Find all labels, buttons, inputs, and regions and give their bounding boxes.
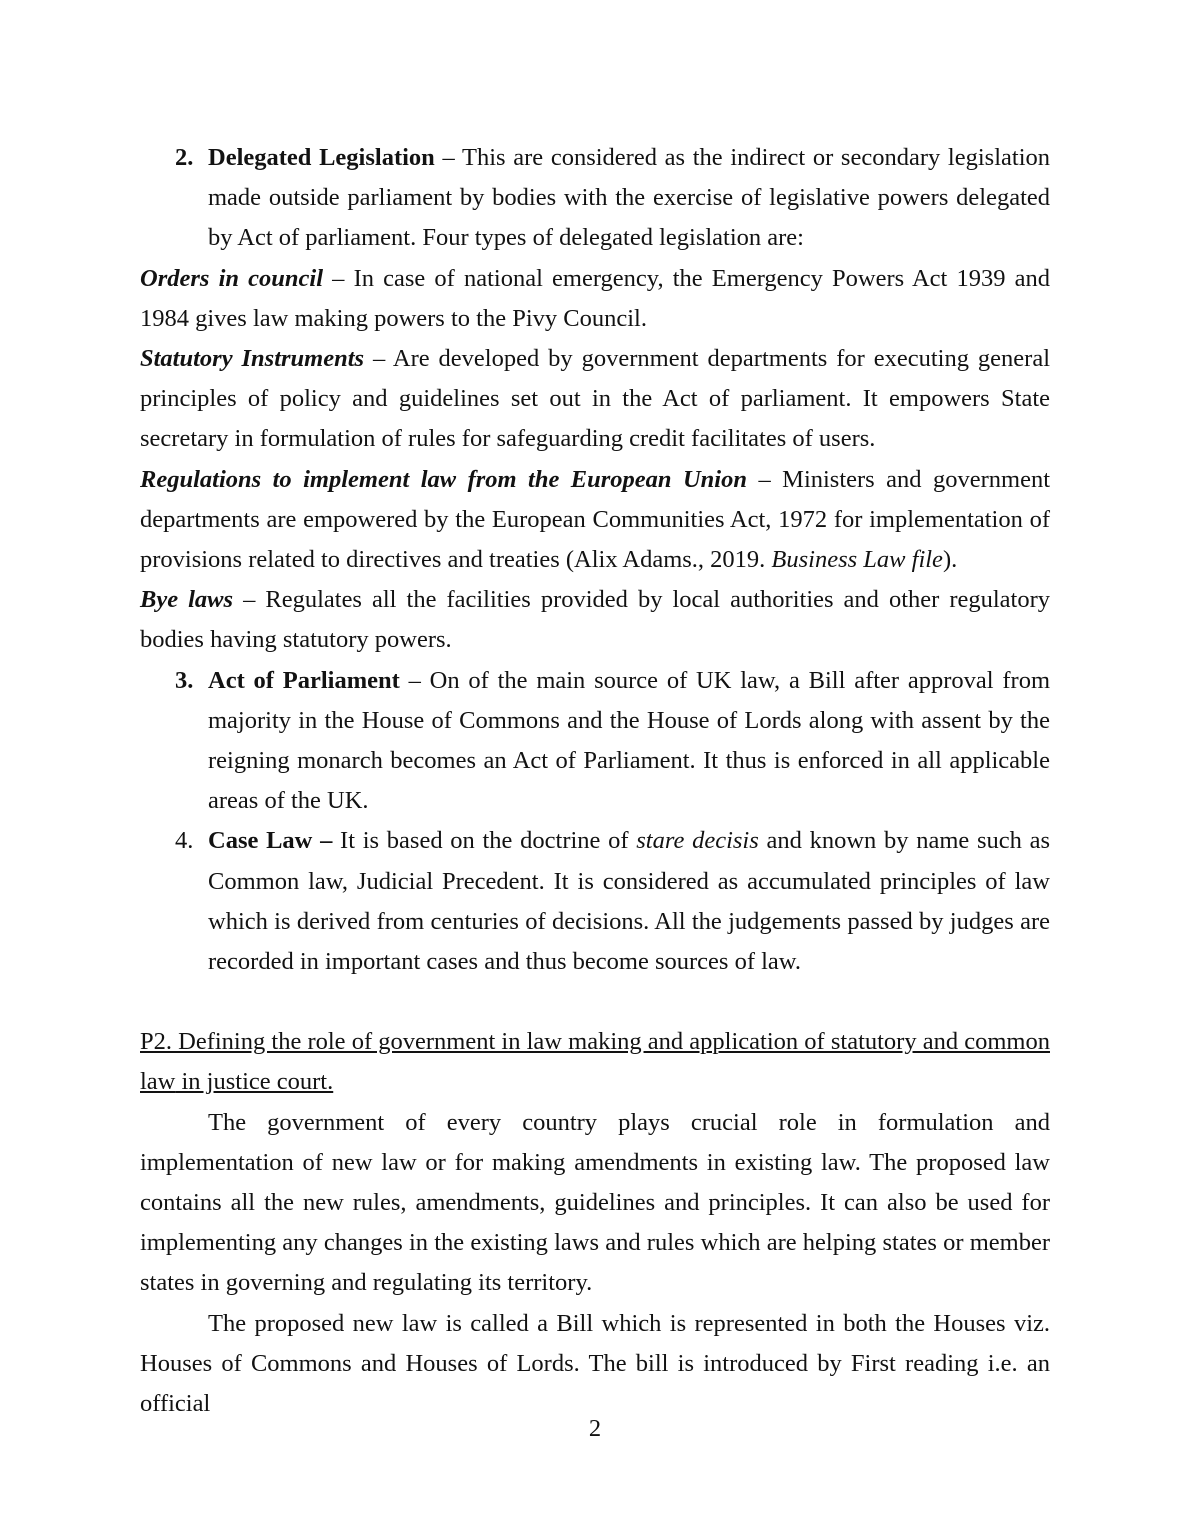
term-text-pre: Ministers and government departments are empowered by the European Communities Act, 1972 for implementation of provisions related to directives and treaties (Alix Adams., 2019. [140, 465, 1051, 574]
section-heading-line-2: in justice court. [181, 1068, 334, 1096]
page-number: 2 [588, 1415, 602, 1442]
list-marker: 2. [175, 144, 194, 171]
list-item-body: This are considered as the indirect or secondary legislation made outside parliament by bodies with the exercise of legislative powers delegated by Act of parliament. Four types of delegated legislation are: [208, 144, 1050, 252]
term-label: Orders in council [140, 264, 324, 292]
list-item-dash: – [399, 666, 430, 694]
section-spacer [140, 982, 1050, 1022]
body-paragraph: The government of every country plays crucial role in formulation and implementation of new law or for making amendments in existing law. The proposed law contains all the new rules, amendments, guidelines and principles. It can also be used for implementing any changes in the existing laws and rules which are helping states or member states in governing and regulating its territory. [140, 1108, 1050, 1297]
term-text-post: ). [942, 546, 958, 574]
list-item [140, 661, 1050, 822]
list-item-body: On of the main source of UK law, a Bill after approval from majority in the House of Commons and the House of Lords along with assent by the reigning monarch becomes an Act of Parliament. It thus is enforced in all applicable areas of the UK. [208, 666, 1051, 815]
list-item-lead: Case Law – [208, 827, 333, 855]
page-content [140, 138, 1050, 1424]
term-dash: – [747, 465, 783, 493]
section-heading [140, 1022, 1050, 1102]
latin-term: stare decisis [636, 827, 759, 855]
term-paragraph-bye-laws [140, 580, 1050, 660]
citation-title: Business Law file [771, 546, 943, 574]
term-paragraph-eu-regulations [140, 460, 1050, 581]
list-item [140, 138, 1050, 259]
term-dash: – [364, 345, 393, 373]
list-item-dash [332, 827, 340, 854]
term-text: Are developed by government departments for executing general principles of policy and guidelines set out in the Act of parliament. It empowers State secretary in formulation of rules for safeguarding credit facilitates of users. [140, 345, 1051, 453]
list-item [140, 821, 1050, 982]
term-label: Regulations to implement law from the European Union [140, 465, 747, 493]
term-text: Regulates all the facilities provided by local authorities and other regulatory bodies having statutory powers. [140, 586, 1050, 654]
term-dash: – [233, 586, 266, 614]
term-label: Bye laws [140, 586, 234, 614]
list-marker: 4. [175, 827, 194, 855]
term-label: Statutory Instruments [140, 345, 365, 373]
term-paragraph-orders-in-council [140, 259, 1050, 339]
term-text: In case of national emergency, the Emergency Powers Act 1939 and 1984 gives law making powers to the Pivy Council. [140, 264, 1051, 332]
list-item-lead: Act of Parliament [208, 666, 400, 694]
term-dash: – [323, 264, 354, 292]
body-paragraph: The proposed new law is called a Bill which is represented in both the Houses viz. Houses of Commons and Houses of Lords. The bill is introduced by First reading i.e. an official [140, 1309, 1050, 1418]
list-item-body-pre: It is based on the doctrine of [340, 827, 637, 855]
term-paragraph-statutory-instruments [140, 339, 1050, 460]
list-item-dash: – [434, 144, 462, 171]
list-item-lead: Delegated Legislation [208, 144, 435, 171]
section-heading-line-1: P2. Defining the role of government in law making and application of statutory and common law [140, 1028, 1050, 1096]
list-marker: 3. [175, 666, 194, 694]
list-item-body-post: and known by name such as Common law, Judicial Precedent. It is considered as accumulated principles of law which is derived from centuries of decisions. All the judgements passed by judges are recorded in important cases and thus become sources of law. [208, 827, 1051, 976]
